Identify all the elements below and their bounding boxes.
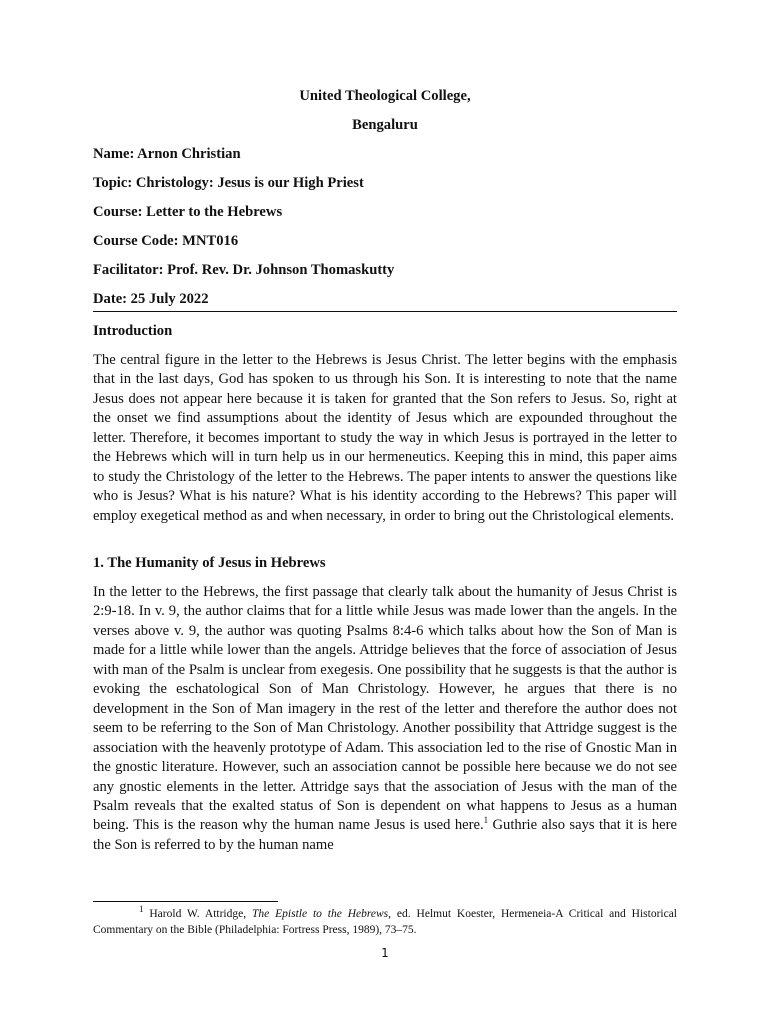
section-1-text: In the letter to the Hebrews, the first passage that clearly talk about the humanity of Jesus Christ is 2:9-18. In v. 9, the author claims that for a little while Jesus was made lower than the angels. In the verses above v. 9, the author was quoting Psalms 8:4-6 which talks about how the Son of Man is made for a little while lower than the angels. Attridge believes that the force of association of Jesus with man of the Psalm is unclear from exegesis. One possibility that he suggests is that the author is evoking the eschatological Son of Man Christology. However, he argues that there is no development in the Son of Man imagery in the rest of the letter and therefore the author does not seem to be referring to the Son of Man Christology. Another possibility that Attridge suggest is the association with the heavenly prototype of Adam. This association led to the rise of Gnostic Man in the gnostic literature. However, such an association cannot be possible here because we do not see any gnostic elements in the letter. Attridge says that the association of Jesus with the man of the Psalm reveals that the exalted status of Son is dependent on what happens to Jesus as a human being. This is the reason why the human name Jesus is used here. [93, 584, 677, 834]
footnote-reference: 1 [483, 815, 489, 826]
facilitator: Facilitator: Prof. Rev. Dr. Johnson Thomaskutty [93, 262, 395, 278]
paper-topic: Topic: Christology: Jesus is our High Priest [93, 175, 364, 191]
section-1-heading: 1. The Humanity of Jesus in Hebrews [93, 555, 326, 571]
section-1-paragraph [93, 583, 677, 855]
footnote-number: 1 [139, 904, 144, 915]
page-number: 1 [381, 946, 389, 960]
footnote-divider [93, 901, 278, 902]
introduction-paragraph: The central figure in the letter to the Hebrews is Jesus Christ. The letter begins with the emphasis that in the last days, God has spoken to us through his Son. It is interesting to note that the name Jesus does not appear here because it is taken for granted that the Son refers to Jesus. So, right at the onset we find assumptions about the identity of Jesus which are expounded throughout the letter. Therefore, it becomes important to study the way in which Jesus is portrayed in the letter to the Hebrews which will in turn help us in our hermeneutics. Keeping this in mind, this paper aims to study the Christology of the letter to the Hebrews. The paper intents to answer the questions like who is Jesus? What is his nature? What is his identity according to the Hebrews? This paper will employ exegetical method as and when necessary, in order to bring out the Christological elements. [93, 352, 677, 524]
footnote-details: , ed. Helmut Koester, Hermeneia-A Critical and Historical Commentary on the Bible (Philadelphia: Fortress Press, 1989), 73–75. [93, 908, 677, 936]
submission-date: Date: 25 July 2022 [93, 291, 209, 307]
institution-name: United Theological College, [299, 88, 471, 104]
course-title: Course: Letter to the Hebrews [93, 204, 283, 220]
course-code: Course Code: MNT016 [93, 233, 239, 249]
footnote-book-title: The Epistle to the Hebrews [252, 908, 389, 920]
header-divider [93, 311, 677, 312]
introduction-heading: Introduction [93, 323, 173, 339]
footnote-author: Harold W. Attridge, [143, 908, 252, 920]
student-name: Name: Arnon Christian [93, 146, 241, 162]
document-page [93, 0, 677, 1024]
institution-city: Bengaluru [352, 117, 418, 133]
footnote-1 [93, 906, 677, 938]
section-1-text-continued: Guthrie also says that it is here the Son is referred to by the human name [93, 817, 677, 853]
